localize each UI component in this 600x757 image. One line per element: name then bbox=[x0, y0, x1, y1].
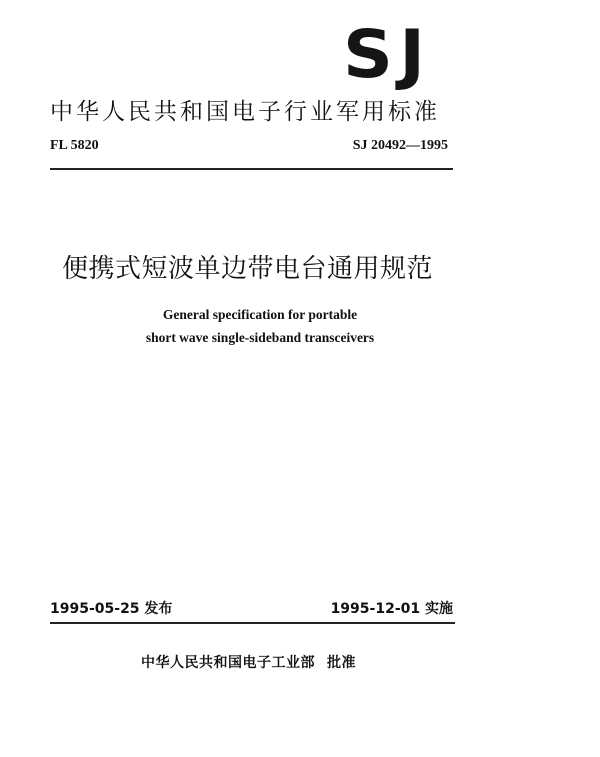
approval-line bbox=[141, 652, 356, 672]
classification-code: FL 5820 bbox=[50, 138, 99, 153]
top-divider bbox=[50, 168, 453, 170]
bottom-divider bbox=[50, 622, 455, 624]
document-title-english bbox=[0, 303, 520, 349]
english-title-line-2: short wave single-sideband transceivers bbox=[145, 330, 375, 345]
english-title-line-1: General specification for portable bbox=[162, 307, 358, 322]
standard-category-title: 中华人民共和国电子行业军用标准 bbox=[50, 99, 440, 125]
document-title-chinese: 便携式短波单边带电台通用规范 bbox=[62, 254, 434, 284]
implementation-date: 1995-12-01 实施 bbox=[330, 601, 453, 617]
sj-logo: SJ bbox=[343, 16, 432, 93]
issue-date: 1995-05-25 发布 bbox=[50, 601, 173, 617]
approving-authority: 中华人民共和国电子工业部 bbox=[141, 655, 315, 671]
approval-label: 批准 bbox=[327, 655, 356, 671]
standard-number: SJ 20492—1995 bbox=[352, 138, 448, 153]
